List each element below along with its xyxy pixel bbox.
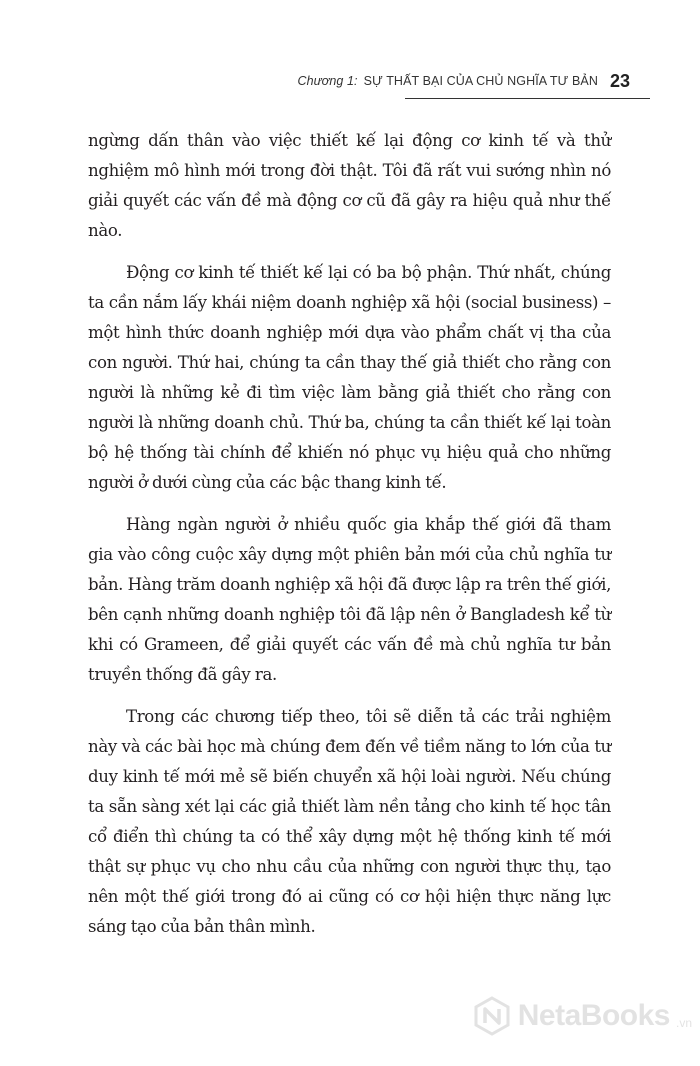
paragraph: Động cơ kinh tế thiết kế lại có ba bộ phận. Thứ nhất, chúng ta cần nắm lấy khái niệm doanh nghiệp xã hội (social business) – một hình thức doanh nghiệp mới dựa vào phẩm chất vị tha của con người. Thứ hai, chúng ta cần thay thế giả thiết cho rằng con người là những kẻ đi tìm việc làm bằng giả thiết cho rằng con người là những doanh chủ. Thứ ba, chúng ta cần thiết kế lại toàn bộ hệ thống tài chính để khiến nó phục vụ hiệu quả cho những người ở dưới cùng của các bậc thang kinh tế. (88, 263, 611, 492)
running-header (297, 64, 630, 98)
watermark-brand: NetaBooks (517, 999, 670, 1032)
watermark (472, 996, 692, 1036)
paragraph: ngừng dấn thân vào việc thiết kế lại động cơ kinh tế và thử nghiệm mô hình mới trong đời thật. Tôi đã rất vui sướng nhìn nó giải quyết các vấn đề mà động cơ cũ đã gây ra hiệu quả như thế nào. (88, 131, 611, 240)
page-number: 23 (609, 71, 630, 91)
watermark-suffix: .vn (675, 1016, 692, 1030)
chapter-label: Chương 1: (297, 74, 358, 88)
header-rule (405, 98, 650, 99)
page-body (88, 126, 611, 954)
paragraph: Trong các chương tiếp theo, tôi sẽ diễn tả các trải nghiệm này và các bài học mà chúng đem đến về tiềm năng to lớn của tư duy kinh tế mới mẻ sẽ biến chuyển xã hội loài người. Nếu chúng ta sẵn sàng xét lại các giả thiết làm nền tảng cho kinh tế học tân cổ điển thì chúng ta có thể xây dựng một hệ thống kinh tế mới thật sự phục vụ cho nhu cầu của những con người thực thụ, tạo nên một thế giới trong đó ai cũng có cơ hội hiện thực năng lực sáng tạo của bản thân mình. (88, 707, 611, 936)
chapter-title: SỰ THẤT BẠI CỦA CHỦ NGHĨA TƯ BẢN (363, 74, 598, 88)
paragraph: Hàng ngàn người ở nhiều quốc gia khắp thế giới đã tham gia vào công cuộc xây dựng một phiên bản mới của chủ nghĩa tư bản. Hàng trăm doanh nghiệp xã hội đã được lập ra trên thế giới, bên cạnh những doanh nghiệp tôi đã lập nên ở Bangladesh kể từ khi có Grameen, để giải quyết các vấn đề mà chủ nghĩa tư bản truyền thống đã gây ra. (88, 515, 611, 684)
netabooks-logo-icon (472, 996, 512, 1036)
running-head (297, 74, 598, 88)
